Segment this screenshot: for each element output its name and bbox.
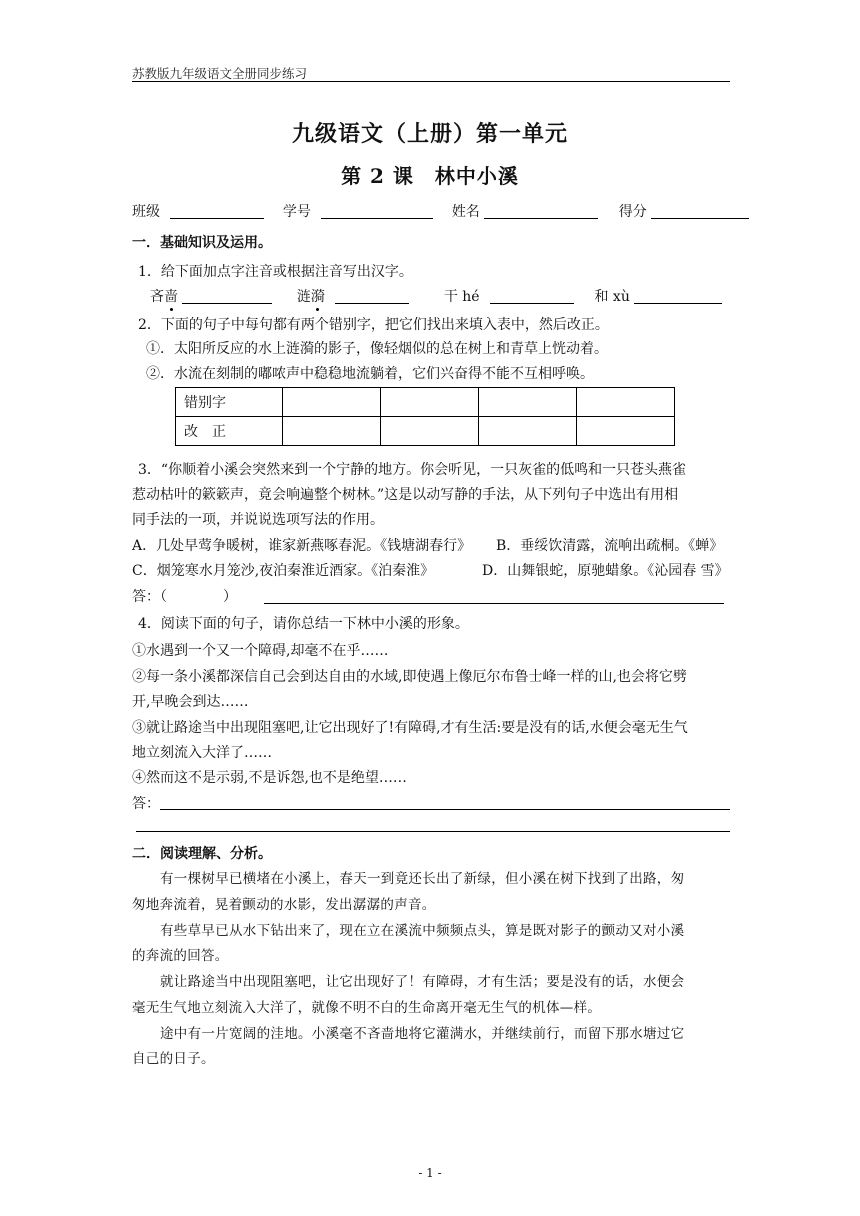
section2-heading: 二．阅读理解、分析。: [132, 846, 272, 862]
score-blank[interactable]: [651, 203, 749, 219]
page-title: 九级语文（上册）第一单元: [291, 121, 568, 147]
table-cell[interactable]: [381, 388, 479, 417]
page-header: 苏教版九年级语文全册同步练习: [132, 66, 308, 81]
table-cell-label: 改 正: [176, 417, 283, 446]
name-blank[interactable]: [484, 203, 598, 219]
passage-p1-line1: 有一棵树早已横堵在小溪上，春天一到竟还长出了新绿，但小溪在树下找到了出路，匆: [160, 871, 685, 887]
q4-sentence2a: ②每一条小溪都深信自己会到达自由的水域,即使遇上像厄尔布鲁士峰一样的山,也会将它劈: [132, 669, 687, 685]
student-info-row: [132, 201, 749, 221]
q4-sentence3b: 地立刻流入大洋了……: [132, 745, 272, 761]
table-row: [176, 388, 675, 417]
passage-p4-line1: 途中有一片宽阔的洼地。小溪毫不吝啬地将它灌满水，并继续前行，而留下那水塘过它: [160, 1026, 685, 1042]
id-blank[interactable]: [321, 203, 433, 219]
q1-blank1[interactable]: [182, 288, 272, 304]
score-label: 得分: [618, 204, 647, 220]
q3-option-a: A．几处早莺争暖树，谁家新燕啄春泥。《钱塘湖春行》: [132, 538, 472, 554]
q4-sentence4: ④然而这不是示弱,不是诉怨,也不是绝望……: [132, 770, 407, 786]
table-cell[interactable]: [577, 388, 675, 417]
table-cell[interactable]: [479, 417, 577, 446]
lesson-title: 第 2 课 林中小溪: [341, 164, 519, 188]
table-row: [176, 417, 675, 446]
q4-sentence2b: 开,早晚会到达……: [132, 694, 249, 710]
q4-answer-line1[interactable]: [160, 809, 730, 810]
q4-sentence1: ①水遇到一个又一个障碍,却毫不在乎……: [132, 643, 389, 659]
q4-answer-label: 答：: [132, 796, 160, 812]
table-cell[interactable]: [381, 417, 479, 446]
table-cell-label: 错别字: [176, 388, 283, 417]
page-number: - 1 -: [418, 1166, 442, 1180]
q3-option-c: C．烟笼寒水月笼沙,夜泊秦淮近酒家。《泊秦淮》: [132, 563, 435, 579]
class-label: 班级: [132, 204, 160, 220]
q1-text: 1．给下面加点字注音或根据注音写出汉字。: [138, 264, 413, 280]
header-rule: [132, 81, 730, 82]
q3-answer-label: 答：（ ）: [132, 589, 237, 605]
q1-word1: 吝啬: [150, 289, 178, 305]
q3-answer-line[interactable]: [264, 603, 724, 604]
q1-word3: 干 hé: [443, 289, 480, 305]
q1-blank3[interactable]: [490, 288, 574, 304]
q1-blank4[interactable]: [634, 288, 722, 304]
table-cell[interactable]: [283, 417, 381, 446]
error-table: [175, 387, 675, 446]
table-cell[interactable]: [577, 417, 675, 446]
q3-option-b: B．垂绥饮清露，流响出疏桐。《蝉》: [496, 538, 724, 554]
q2-text: 2．下面的句子中每句都有两个错别字，把它们找出来填入表中，然后改正。: [138, 317, 609, 333]
q3-line1: 3．“你顺着小溪会突然来到一个宁静的地方。你会听见，一只灰雀的低鸣和一只苍头燕雀: [138, 462, 687, 478]
q1-word4: 和 xù: [594, 289, 630, 305]
passage-p3-line1: 就让路途当中出现阻塞吧，让它出现好了！有障碍，才有生活；要是没有的话，水便会: [160, 974, 685, 990]
passage-p3-line2: 毫无生气地立刻流入大洋了，就像不明不白的生命离开毫无生气的机体—样。: [132, 1000, 602, 1016]
table-cell[interactable]: [283, 388, 381, 417]
q4-text: 4．阅读下面的句子，请你总结一下林中小溪的形象。: [138, 616, 469, 632]
name-label: 姓名: [451, 204, 480, 220]
q3-line3: 同手法的一项，并说说选项写法的作用。: [132, 512, 384, 528]
table-cell[interactable]: [479, 388, 577, 417]
class-blank[interactable]: [170, 203, 264, 219]
passage-p2-line1: 有些草早已从水下钻出来了，现在立在溪流中频频点头，算是既对影子的颤动又对小溪: [160, 923, 685, 939]
q3-option-d: D．山舞银蛇，原驰蜡象。《沁园春 雪》: [482, 563, 729, 579]
section1-heading: 一．基础知识及运用。: [132, 235, 272, 251]
id-label: 学号: [282, 204, 311, 220]
q1-items: [150, 286, 722, 306]
q4-sentence3a: ③就让路途当中出现阻塞吧,让它出现好了!有障碍,才有生活:要是没有的话,水便会毫无生气: [132, 720, 688, 736]
q1-blank2[interactable]: [335, 288, 409, 304]
q3-line2: 惹动枯叶的簌簌声，竟会响遍整个树林。”这是以动写静的手法，从下列句子中选出有用相: [132, 487, 679, 503]
passage-p4-line2: 自己的日子。: [132, 1051, 215, 1067]
q1-word2: 涟漪: [297, 289, 325, 305]
q2-sentence2: ②．水流在刻制的嘟哝声中稳稳地流躺着，它们兴奋得不能不互相呼唤。: [146, 366, 594, 382]
q2-sentence1: ①．太阳所反应的水上涟漪的影子，像轻烟似的总在树上和青草上恍动着。: [146, 341, 608, 357]
passage-p2-line2: 的奔流的回答。: [132, 948, 229, 964]
passage-p1-line2: 匆地奔流着，晃着颤动的水影，发出潺潺的声音。: [132, 897, 436, 913]
q4-answer-line2[interactable]: [136, 831, 730, 832]
